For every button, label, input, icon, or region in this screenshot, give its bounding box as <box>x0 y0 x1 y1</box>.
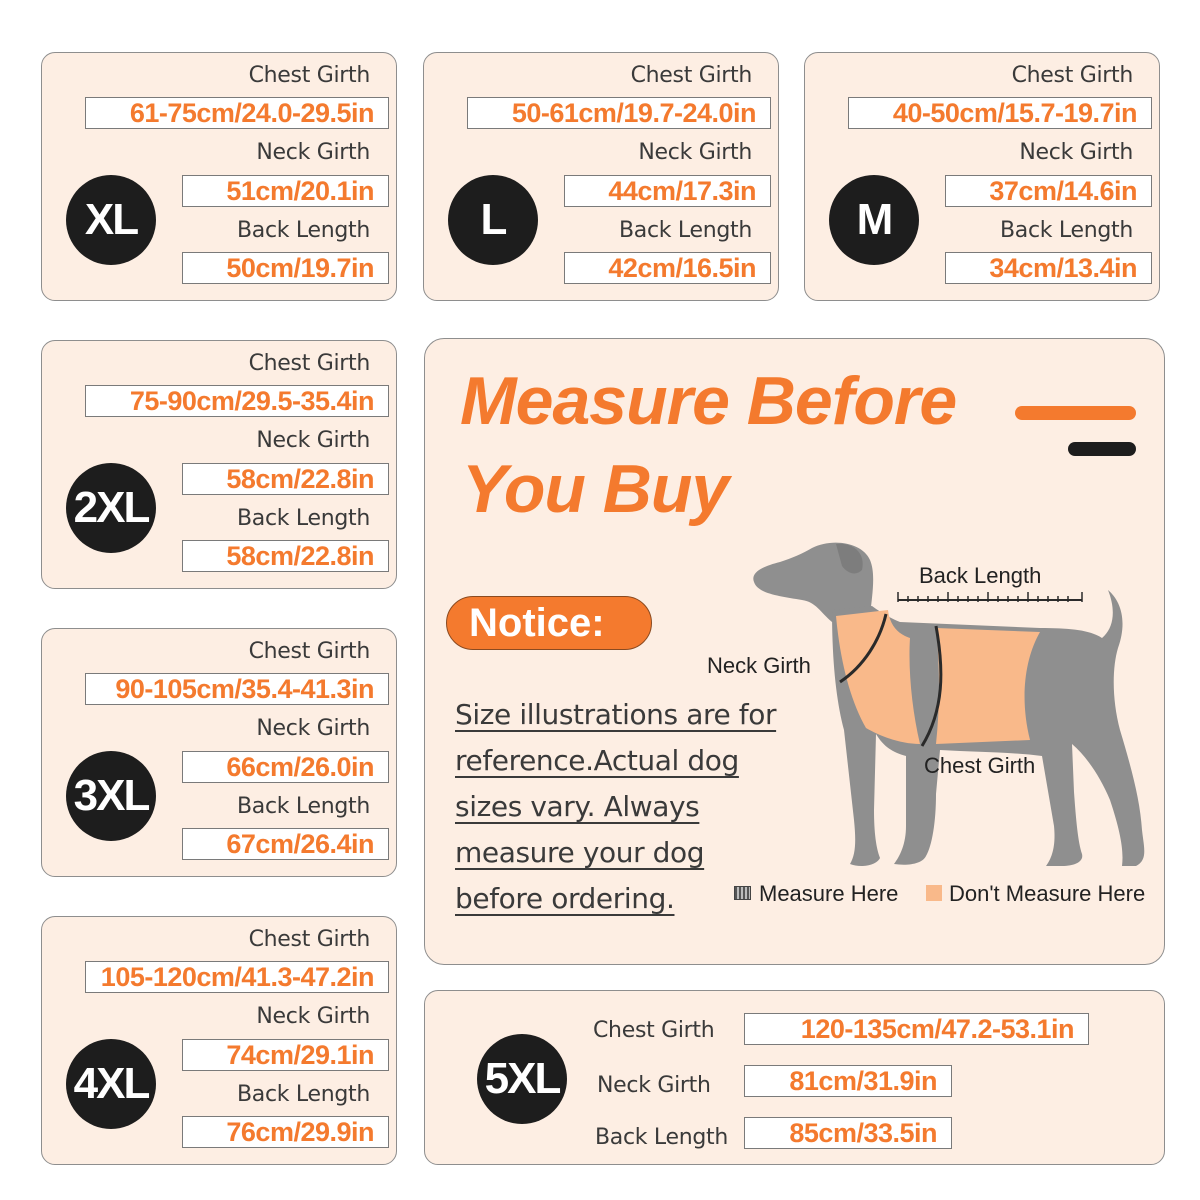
size-badge: 3XL <box>66 751 156 841</box>
chest-value: 90-105cm/35.4-41.3in <box>85 673 389 705</box>
back-label: Back Length <box>619 218 752 243</box>
back-value: 76cm/29.9in <box>182 1116 389 1148</box>
size-badge: 2XL <box>66 463 156 553</box>
back-value: 67cm/26.4in <box>182 828 389 860</box>
size-badge: M <box>829 175 919 265</box>
chest-value: 61-75cm/24.0-29.5in <box>85 97 389 129</box>
notice-text-line: Size illustrations are for <box>455 698 777 731</box>
back-label: Back Length <box>237 1082 370 1107</box>
size-card-2xl <box>41 340 397 589</box>
back-label: Back Length <box>595 1125 728 1150</box>
chest-value: 120-135cm/47.2-53.1in <box>744 1013 1089 1045</box>
back-value: 85cm/33.5in <box>744 1117 952 1149</box>
back-value: 34cm/13.4in <box>945 252 1152 284</box>
chest-label: Chest Girth <box>248 351 370 376</box>
size-badge: XL <box>66 175 156 265</box>
size-card-5xl <box>424 990 1165 1165</box>
chest-value: 40-50cm/15.7-19.7in <box>848 97 1152 129</box>
neck-label: Neck Girth <box>1019 140 1133 165</box>
size-card-l <box>423 52 779 301</box>
neck-label: Neck Girth <box>256 140 370 165</box>
back-value: 58cm/22.8in <box>182 540 389 572</box>
chest-label: Chest Girth <box>593 1018 715 1043</box>
neck-value: 51cm/20.1in <box>182 175 389 207</box>
size-card-3xl <box>41 628 397 877</box>
legend-dont-measure-here: Don't Measure Here <box>949 881 1146 906</box>
size-badge: L <box>448 175 538 265</box>
back-label: Back Length <box>237 794 370 819</box>
neck-label: Neck Girth <box>256 1004 370 1029</box>
back-label: Back Length <box>237 218 370 243</box>
notice-text-line: sizes vary. Always <box>455 790 700 823</box>
back-value: 42cm/16.5in <box>564 252 771 284</box>
accent-bar-dark <box>1068 442 1136 456</box>
dog-label-neck: Neck Girth <box>707 653 811 678</box>
headline-line-1: Measure Before <box>460 363 957 439</box>
size-card-4xl <box>41 916 397 1165</box>
size-card-m <box>804 52 1160 301</box>
neck-value: 44cm/17.3in <box>564 175 771 207</box>
back-label: Back Length <box>237 506 370 531</box>
neck-value: 66cm/26.0in <box>182 751 389 783</box>
legend-measure-here: Measure Here <box>759 881 899 906</box>
accent-bar-orange <box>1015 406 1136 420</box>
neck-label: Neck Girth <box>256 716 370 741</box>
chest-value: 75-90cm/29.5-35.4in <box>85 385 389 417</box>
neck-value: 37cm/14.6in <box>945 175 1152 207</box>
chest-label: Chest Girth <box>248 639 370 664</box>
size-badge: 4XL <box>66 1039 156 1129</box>
neck-label: Neck Girth <box>597 1073 711 1098</box>
chest-label: Chest Girth <box>248 927 370 952</box>
neck-value: 58cm/22.8in <box>182 463 389 495</box>
size-card-xl <box>41 52 397 301</box>
back-label: Back Length <box>1000 218 1133 243</box>
notice-text-line: reference.Actual dog <box>455 744 739 777</box>
notice-badge: Notice: <box>446 596 652 650</box>
chest-label: Chest Girth <box>1011 63 1133 88</box>
chest-value: 105-120cm/41.3-47.2in <box>85 961 389 993</box>
chest-value: 50-61cm/19.7-24.0in <box>467 97 771 129</box>
neck-value: 81cm/31.9in <box>744 1065 952 1097</box>
dog-label-chest: Chest Girth <box>924 753 1036 778</box>
size-badge: 5XL <box>477 1034 567 1124</box>
chest-label: Chest Girth <box>630 63 752 88</box>
ruler-icon <box>734 886 751 900</box>
notice-text-line: before ordering. <box>455 882 675 915</box>
back-value: 50cm/19.7in <box>182 252 389 284</box>
headline-line-2: You Buy <box>462 451 729 527</box>
notice-text-line: measure your dog <box>455 836 705 869</box>
orange-swatch-icon <box>926 885 942 901</box>
neck-label: Neck Girth <box>638 140 752 165</box>
chest-label: Chest Girth <box>248 63 370 88</box>
neck-value: 74cm/29.1in <box>182 1039 389 1071</box>
dog-label-back: Back Length <box>919 563 1042 588</box>
neck-label: Neck Girth <box>256 428 370 453</box>
